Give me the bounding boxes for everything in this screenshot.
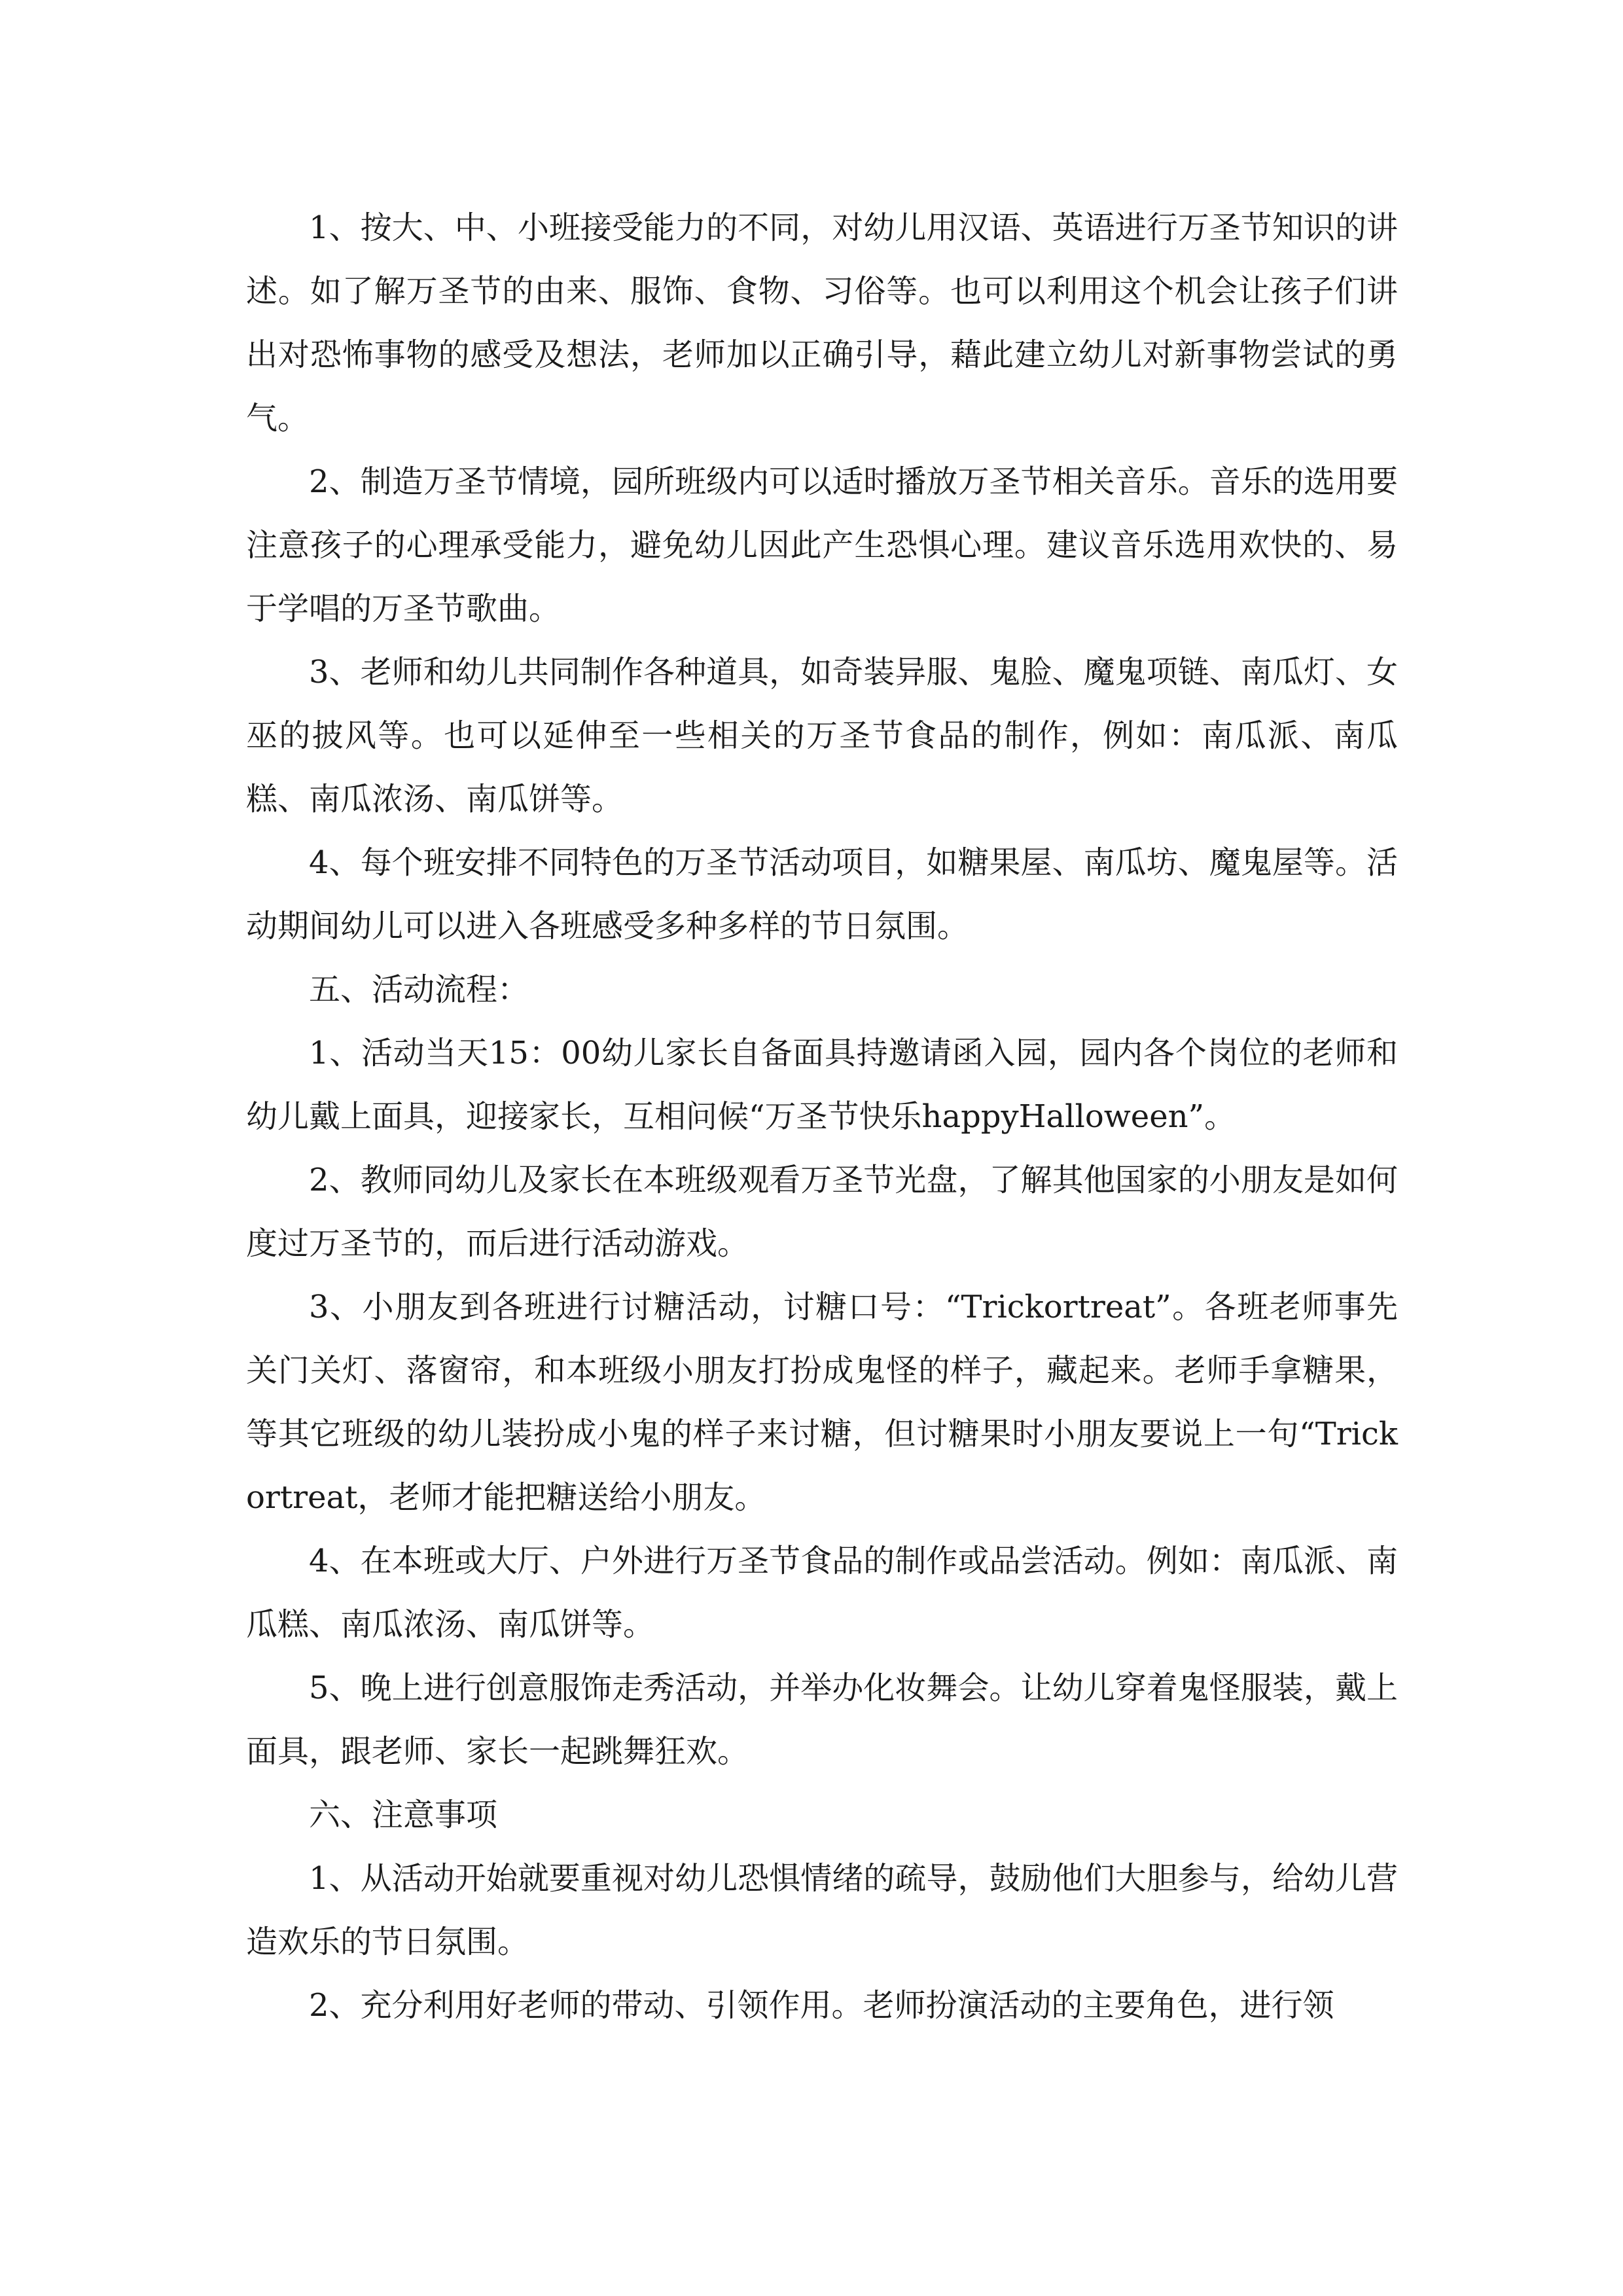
section-heading-notes: 六、注意事项 (309, 1797, 498, 1833)
section-heading-activity-flow: 五、活动流程： (309, 971, 529, 1008)
flow-item-2: 2、教师同幼儿及家长在本班级观看万圣节光盘，了解其他国家的小朋友是如何度过万圣节的，而后进行活动游戏。 (246, 1162, 1398, 1262)
flow-item-5: 5、晚上进行创意服饰走秀活动，并举办化妆舞会。让幼儿穿着鬼怪服装，戴上面具，跟老师、家长一起跳舞狂欢。 (246, 1670, 1398, 1770)
paragraph-item-1: 1、按大、中、小班接受能力的不同，对幼儿用汉语、英语进行万圣节知识的讲述。如了解万圣节的由来、服饰、食物、习俗等。也可以利用这个机会让孩子们讲出对恐怖事物的感受及想法，老师加以正确引导，藉此建立幼儿对新事物尝试的勇气。 (246, 209, 1398, 437)
notes-item-1: 1、从活动开始就要重视对幼儿恐惧情绪的疏导，鼓励他们大胆参与，给幼儿营造欢乐的节日氛围。 (246, 1860, 1398, 1960)
document-body (246, 196, 1398, 2037)
notes-item-2: 2、充分利用好老师的带动、引领作用。老师扮演活动的主要角色，进行领 (309, 1987, 1334, 2024)
paragraph-item-3: 3、老师和幼儿共同制作各种道具，如奇装异服、鬼脸、魔鬼项链、南瓜灯、女巫的披风等。也可以延伸至一些相关的万圣节食品的制作，例如：南瓜派、南瓜糕、南瓜浓汤、南瓜饼等。 (246, 654, 1398, 817)
paragraph-item-4: 4、每个班安排不同特色的万圣节活动项目，如糖果屋、南瓜坊、魔鬼屋等。活动期间幼儿可以进入各班感受多种多样的节日氛围。 (246, 844, 1398, 944)
flow-item-3: 3、小朋友到各班进行讨糖活动，讨糖口号：“Trickortreat”。各班老师事先关门关灯、落窗帘，和本班级小朋友打扮成鬼怪的样子，藏起来。老师手拿糖果，等其它班级的幼儿装扮成小鬼的样子来讨糖，但讨糖果时小朋友要说上一句“Trickortreat，老师才能把糖送给小朋友。 (246, 1289, 1398, 1516)
flow-item-1: 1、活动当天15：00幼儿家长自备面具持邀请函入园，园内各个岗位的老师和幼儿戴上面具，迎接家长，互相问候“万圣节快乐happyHalloween”。 (246, 1035, 1398, 1135)
flow-item-4: 4、在本班或大厅、户外进行万圣节食品的制作或品尝活动。例如：南瓜派、南瓜糕、南瓜浓汤、南瓜饼等。 (246, 1543, 1398, 1643)
paragraph-item-2: 2、制造万圣节情境，园所班级内可以适时播放万圣节相关音乐。音乐的选用要注意孩子的心理承受能力，避免幼儿因此产生恐惧心理。建议音乐选用欢快的、易于学唱的万圣节歌曲。 (246, 463, 1398, 627)
